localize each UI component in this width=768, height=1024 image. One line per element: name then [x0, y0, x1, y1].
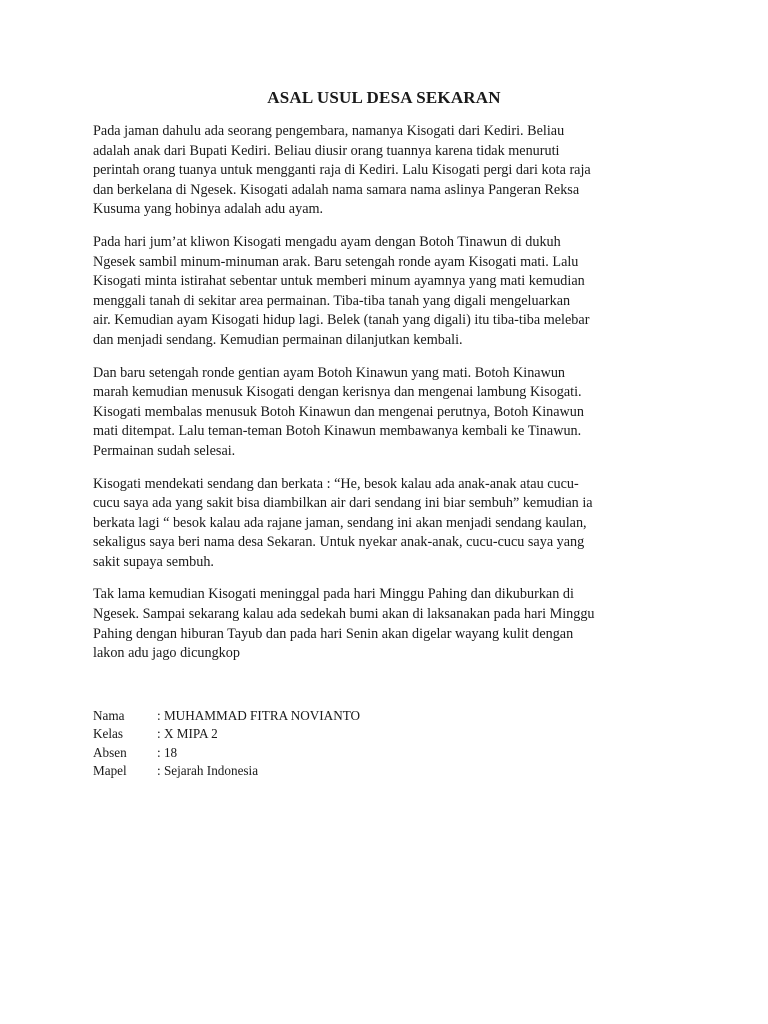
info-label: Kelas [93, 726, 124, 742]
document-title: ASAL USUL DESA SEKARAN [267, 88, 501, 107]
paragraph-4: Kisogati mendekati sendang dan berkata : “He, besok kalau ada anak-anak atau cucu- cucu saya ada yang sakit bisa diambilkan air dari sendang ini biar sembuh” kemudian ia berkata lagi “ besok kalau ada rajane jaman, sendang ini akan menjadi sendang kaulan, sekaligus saya beri nama desa Sekaran. Untuk nyekar anak-anak, cucu-cucu saya yang sakit supaya sembuh. [93, 475, 593, 570]
info-value: : MUHAMMAD FITRA NOVIANTO [157, 708, 361, 723]
info-value: : Sejarah Indonesia [157, 763, 259, 779]
info-row-nama [93, 707, 493, 725]
info-label: Mapel [93, 763, 127, 779]
paragraph-3: Dan baru setengah ronde gentian ayam Botoh Kinawun yang mati. Botoh Kinawun marah kemudian menusuk Kisogati dengan kerisnya dan mengenai lambung Kisogati. Kisogati membalas menusuk Botoh Kinawun dan mengenai perutnya, Botoh Kinawun mati ditempat. Lalu teman-teman Botoh Kinawun membawanya kembali ke Tinawun. Permainan sudah selesai. [93, 364, 584, 459]
paragraph-5: Tak lama kemudian Kisogati meninggal pada hari Minggu Pahing dan dikuburkan di Ngesek. Sampai sekarang kalau ada sedekah bumi akan di laksanakan pada hari Minggu Pahing dengan hiburan Tayub dan pada hari Senin akan digelar wayang kulit dengan lakon adu jago dicungkop [93, 586, 595, 662]
document-body [93, 122, 678, 677]
info-row-mapel [93, 762, 493, 780]
student-info [93, 707, 493, 781]
paragraph-1: Pada jaman dahulu ada seorang pengembara, namanya Kisogati dari Kediri. Beliau adalah anak dari Bupati Kediri. Beliau diusir orang tuannya karena tidak menuruti perintah orang tuanya untuk mengganti raja di Kediri. Lalu Kisogati pergi dari kota raja dan berkelana di Ngesek. Kisogati adalah nama samara nama aslinya Pangeran Reksa Kusuma yang hobinya adalah adu ayam. [93, 123, 591, 218]
info-value: : 18 [157, 744, 178, 760]
info-value: : X MIPA 2 [157, 726, 218, 742]
info-label: Nama [93, 708, 125, 723]
info-row-absen [93, 744, 493, 762]
info-row-kelas [93, 725, 493, 743]
paragraph-2: Pada hari jum’at kliwon Kisogati mengadu ayam dengan Botoh Tinawun di dukuh Ngesek sambil minum-minuman arak. Baru setengah ronde ayam Kisogati mati. Lalu Kisogati minta istirahat sebentar untuk memberi minum ayamnya yang mati kemudian menggali tanah di sekitar area permainan. Tiba-tiba tanah yang digali mengeluarkan air. Kemudian ayam Kisogati hidup lagi. Belek (tanah yang digali) itu tiba-tiba melebar dan menjadi sendang. Kemudian permainan dilanjutkan kembali. [93, 233, 590, 348]
info-label: Absen [93, 744, 127, 760]
